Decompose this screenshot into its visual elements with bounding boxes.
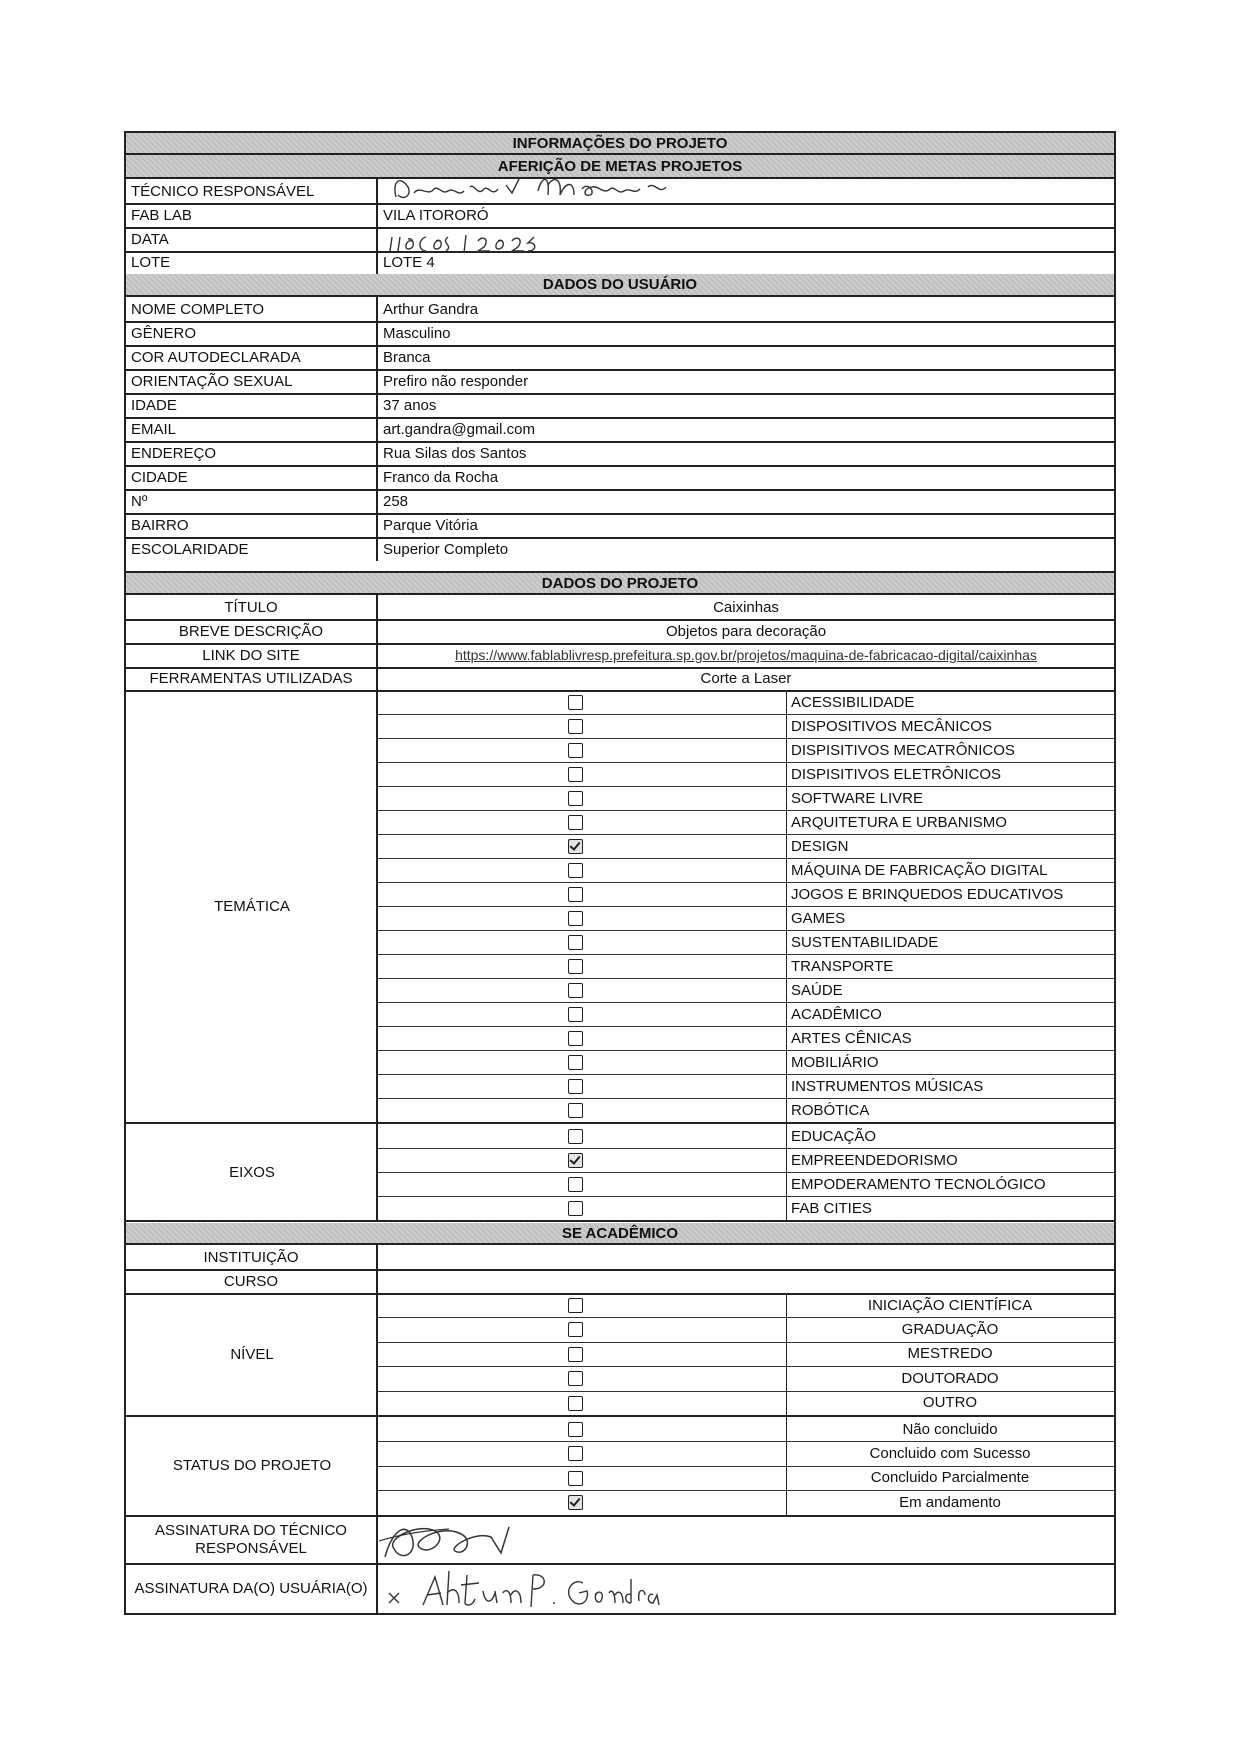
user-row (126, 369, 1114, 393)
user-field-value[interactable]: Rua Silas dos Santos (383, 444, 527, 462)
tematica-checkbox[interactable] (568, 743, 583, 758)
tematica-option (378, 738, 1114, 762)
tematica-checkbox[interactable] (568, 1079, 583, 1094)
user-field-label: Nº (126, 489, 378, 513)
technician-signature-field[interactable] (378, 1517, 1114, 1563)
academic-row-institution (126, 1245, 1114, 1269)
signature-row-user (126, 1563, 1114, 1613)
user-row (126, 321, 1114, 345)
meta-value-lote[interactable]: LOTE 4 (383, 254, 435, 271)
user-field-value[interactable]: 258 (383, 492, 409, 510)
user-field-label: CIDADE (126, 465, 378, 489)
eixos-option-label: EMPREENDEDORISMO (791, 1151, 958, 1169)
tematica-option-label: MÁQUINA DE FABRICAÇÃO DIGITAL (791, 861, 1048, 879)
tematica-option (378, 1002, 1114, 1026)
tematica-option (378, 1050, 1114, 1074)
tematica-option-label: SOFTWARE LIVRE (791, 789, 923, 807)
technician-signature-label: ASSINATURA DO TÉCNICO RESPONSÁVEL (126, 1517, 378, 1563)
technician-signature-scribble (379, 1517, 539, 1563)
handwritten-date (378, 229, 618, 255)
tematica-option-label: INSTRUMENTOS MÚSICAS (791, 1077, 984, 1095)
eixos-label: EIXOS (229, 1163, 275, 1181)
signature-row-technician (126, 1517, 1114, 1563)
eixos-checkbox[interactable] (568, 1201, 583, 1216)
tematica-checkbox[interactable] (568, 911, 583, 926)
meta-label: DATA (126, 227, 378, 251)
course-value[interactable] (378, 1269, 1114, 1293)
nivel-option-label: DOUTORADO (901, 1369, 999, 1387)
tematica-option-label: MOBILIÁRIO (791, 1053, 879, 1071)
meta-label: TÉCNICO RESPONSÁVEL (126, 179, 378, 203)
eixos-option-label: EMPODERAMENTO TECNOLÓGICO (791, 1175, 1046, 1193)
nivel-option-label: GRADUAÇÃO (901, 1321, 999, 1339)
meta-label: FAB LAB (126, 203, 378, 227)
project-row-title (126, 595, 1114, 619)
user-field-value[interactable]: Parque Vitória (383, 516, 478, 534)
tematica-option-label: JOGOS E BRINQUEDOS EDUCATIVOS (791, 885, 1064, 903)
project-row-description (126, 619, 1114, 643)
user-field-value[interactable]: Branca (383, 348, 431, 366)
section-user: DADOS DO USUÁRIO (126, 274, 1114, 297)
project-tools-value[interactable]: Corte a Laser (700, 670, 792, 687)
tematica-option (378, 1074, 1114, 1098)
eixos-checkbox[interactable] (568, 1129, 583, 1144)
section-academic: SE ACADÊMICO (126, 1223, 1114, 1245)
tematica-checkbox[interactable] (568, 887, 583, 902)
tematica-option-label: ACADÊMICO (791, 1005, 882, 1023)
tematica-checkbox[interactable] (568, 1055, 583, 1070)
tematica-option (378, 858, 1114, 882)
status-option (378, 1417, 1114, 1441)
tematica-option (378, 1098, 1114, 1122)
project-row-tools (126, 667, 1114, 690)
status-option-label: Não concluido (902, 1420, 998, 1438)
project-site-link[interactable]: https://www.fablablivresp.prefeitura.sp.gov.br/projetos/maquina-de-fabricacao-digital/caixinhas (455, 647, 1037, 663)
eixos-option-label: EDUCAÇÃO (791, 1127, 877, 1145)
tematica-checkbox[interactable] (568, 935, 583, 950)
tematica-option-label: GAMES (791, 909, 846, 927)
tematica-checkbox[interactable] (568, 1007, 583, 1022)
project-label: TÍTULO (126, 595, 378, 619)
handwritten-technician-name (378, 167, 838, 207)
status-option-label: Em andamento (899, 1493, 1001, 1511)
status-option-label: Concluido com Sucesso (869, 1445, 1031, 1463)
tematica-checkbox[interactable] (568, 695, 583, 710)
user-signature-label: ASSINATURA DA(O) USUÁRIA(O) (126, 1563, 378, 1613)
tematica-option (378, 810, 1114, 834)
user-signature-field[interactable] (378, 1563, 1114, 1613)
user-field-label: IDADE (126, 393, 378, 417)
nivel-option (378, 1317, 1114, 1341)
user-field-label: ESCOLARIDADE (126, 537, 378, 561)
tematica-option (378, 930, 1114, 954)
status-checkbox[interactable] (568, 1446, 583, 1461)
nivel-option (378, 1342, 1114, 1366)
tematica-checkbox[interactable] (568, 1031, 583, 1046)
user-field-label: GÊNERO (126, 321, 378, 345)
user-field-label: ORIENTAÇÃO SEXUAL (126, 369, 378, 393)
user-field-value[interactable]: 37 anos (383, 396, 437, 414)
user-row (126, 393, 1114, 417)
eixos-option (378, 1172, 1114, 1196)
user-field-value[interactable]: Arthur Gandra (383, 300, 479, 318)
nivel-option-label: OUTRO (922, 1394, 978, 1412)
status-checkbox[interactable] (568, 1495, 583, 1510)
nivel-option (378, 1293, 1114, 1317)
meta-row-lote (126, 251, 1114, 274)
project-label: BREVE DESCRIÇÃO (126, 619, 378, 643)
user-field-value[interactable]: Masculino (383, 324, 451, 342)
tematica-label: TEMÁTICA (214, 897, 290, 915)
tematica-option-label: SAÚDE (791, 981, 843, 999)
nivel-checkbox[interactable] (568, 1298, 583, 1313)
meta-label: LOTE (126, 251, 378, 274)
tematica-option (378, 834, 1114, 858)
tematica-option-label: DISPISITIVOS MECATRÔNICOS (791, 741, 1015, 759)
project-title-value[interactable]: Caixinhas (713, 598, 779, 616)
section-project-info: INFORMAÇÕES DO PROJETO (126, 133, 1114, 155)
tematica-checkbox[interactable] (568, 839, 583, 854)
project-link-value[interactable] (378, 643, 1114, 667)
project-label: LINK DO SITE (126, 643, 378, 667)
status-checkbox[interactable] (568, 1471, 583, 1486)
tematica-option-label: DISPISITIVOS ELETRÔNICOS (791, 765, 1002, 783)
tematica-checkbox[interactable] (568, 863, 583, 878)
status-option (378, 1490, 1114, 1514)
user-row (126, 345, 1114, 369)
user-row (126, 513, 1114, 537)
section-project-data: DADOS DO PROJETO (126, 573, 1114, 595)
nivel-option-label: INICIAÇÃO CIENTÍFICA (867, 1296, 1033, 1314)
nivel-option-label: MESTREDO (907, 1345, 993, 1363)
nivel-checkbox[interactable] (568, 1322, 583, 1337)
tematica-checkbox[interactable] (568, 815, 583, 830)
section-goals: AFERIÇÃO DE METAS PROJETOS (126, 155, 1114, 179)
status-checkbox[interactable] (568, 1422, 583, 1437)
user-row (126, 465, 1114, 489)
eixos-option (378, 1148, 1114, 1172)
academic-row-course (126, 1269, 1114, 1293)
project-form (124, 131, 1116, 1615)
tematica-option-label: ARTES CÊNICAS (791, 1029, 912, 1047)
user-field-value[interactable]: Prefiro não responder (383, 372, 529, 390)
tematica-option (378, 714, 1114, 738)
nivel-checkbox[interactable] (568, 1396, 583, 1411)
project-description-value[interactable]: Objetos para decoração (665, 622, 827, 640)
eixos-option-label: FAB CITIES (791, 1199, 872, 1217)
eixos-option (378, 1196, 1114, 1220)
user-field-value[interactable]: art.gandra@gmail.com (383, 420, 535, 438)
user-field-label: NOME COMPLETO (126, 297, 378, 321)
user-signature-scribble (383, 1563, 683, 1613)
tematica-option-label: ROBÓTICA (791, 1101, 870, 1119)
user-field-label: COR AUTODECLARADA (126, 345, 378, 369)
tematica-option (378, 690, 1114, 714)
status-option-label: Concluido Parcialmente (870, 1469, 1030, 1487)
user-row (126, 417, 1114, 441)
eixos-checkbox[interactable] (568, 1177, 583, 1192)
user-field-label: EMAIL (126, 417, 378, 441)
tematica-option (378, 954, 1114, 978)
tematica-option-label: DESIGN (791, 837, 849, 855)
svg-text:Lucas Morais: Lucas Morais (678, 195, 685, 196)
academic-label: INSTITUIÇÃO (126, 1245, 378, 1269)
tematica-option (378, 882, 1114, 906)
status-label: STATUS DO PROJETO (172, 1457, 332, 1475)
project-label: FERRAMENTAS UTILIZADAS (126, 667, 378, 690)
tematica-checkbox[interactable] (568, 1103, 583, 1118)
user-row (126, 489, 1114, 513)
tematica-option (378, 1026, 1114, 1050)
academic-label: CURSO (126, 1269, 378, 1293)
status-option (378, 1466, 1114, 1490)
user-field-label: BAIRRO (126, 513, 378, 537)
tematica-checkbox[interactable] (568, 791, 583, 806)
nivel-checkbox[interactable] (568, 1371, 583, 1386)
status-option (378, 1441, 1114, 1465)
user-field-label: ENDEREÇO (126, 441, 378, 465)
nivel-option (378, 1391, 1114, 1415)
nivel-option (378, 1366, 1114, 1390)
tematica-option-label: ACESSIBILIDADE (791, 693, 915, 711)
tematica-checkbox[interactable] (568, 959, 583, 974)
tematica-option (378, 762, 1114, 786)
user-row (126, 441, 1114, 465)
tematica-checkbox[interactable] (568, 983, 583, 998)
user-field-value[interactable]: Franco da Rocha (383, 468, 499, 486)
eixos-option (378, 1124, 1114, 1148)
institution-value[interactable] (378, 1245, 1114, 1269)
tematica-option-label: DISPOSITIVOS MECÂNICOS (791, 717, 992, 735)
user-field-value[interactable]: Superior Completo (383, 540, 509, 558)
user-row (126, 537, 1114, 561)
tematica-option (378, 786, 1114, 810)
tematica-checkbox[interactable] (568, 767, 583, 782)
nivel-checkbox[interactable] (568, 1347, 583, 1362)
eixos-checkbox[interactable] (568, 1153, 583, 1168)
tematica-option (378, 978, 1114, 1002)
user-row (126, 297, 1114, 321)
meta-value-fablab[interactable]: VILA ITORORÓ (383, 206, 489, 224)
tematica-option-label: TRANSPORTE (791, 957, 894, 975)
nivel-label: NÍVEL (230, 1345, 274, 1363)
project-row-link (126, 643, 1114, 667)
tematica-option (378, 906, 1114, 930)
tematica-checkbox[interactable] (568, 719, 583, 734)
tematica-option-label: ARQUITETURA E URBANISMO (791, 813, 1007, 831)
tematica-option-label: SUSTENTABILIDADE (791, 933, 939, 951)
meta-row-date (126, 227, 1114, 251)
